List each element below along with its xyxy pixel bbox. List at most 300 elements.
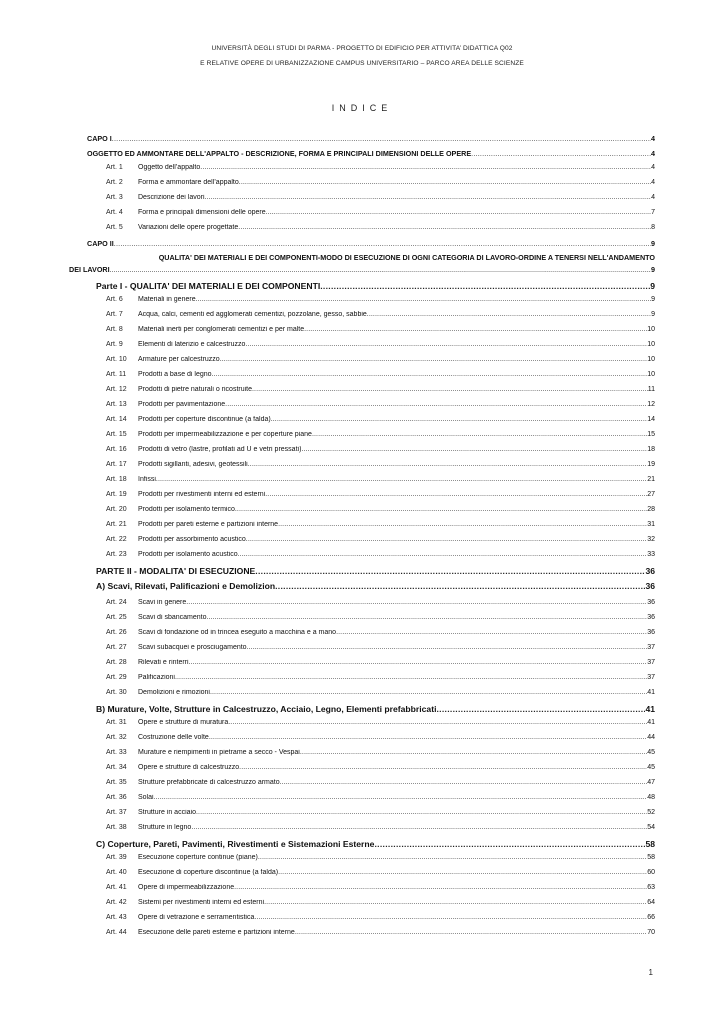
toc-entry-page: 36 bbox=[647, 599, 655, 606]
toc-article-number: Art. 13 bbox=[106, 401, 127, 408]
dot-leader bbox=[186, 599, 647, 606]
toc-entry-line bbox=[138, 311, 655, 318]
toc-entry[interactable] bbox=[0, 869, 724, 883]
dot-leader bbox=[189, 659, 648, 666]
toc-article-number: Art. 42 bbox=[106, 899, 127, 906]
toc-entry-title: Scavi subacquei e prosciugamento bbox=[138, 644, 247, 651]
toc-article-number: Art. 7 bbox=[106, 311, 123, 318]
toc-entry-line bbox=[138, 461, 655, 468]
toc-entry-line bbox=[138, 521, 655, 528]
toc-entry[interactable] bbox=[0, 674, 724, 688]
toc-entry-line bbox=[96, 581, 655, 591]
dot-leader bbox=[228, 719, 647, 726]
toc-entry[interactable] bbox=[0, 461, 724, 475]
toc-entry-title: CAPO II bbox=[87, 239, 114, 248]
dot-leader bbox=[239, 179, 651, 186]
toc-entry[interactable] bbox=[0, 809, 724, 823]
toc-entry-line bbox=[138, 884, 655, 891]
toc-entry-line bbox=[138, 476, 655, 483]
toc-article-number: Art. 9 bbox=[106, 341, 123, 348]
document-header-line-2: E RELATIVE OPERE DI URBANIZZAZIONE CAMPUS UNIVERSITARIO – PARCO AREA DELLE SCIENZE bbox=[200, 60, 524, 67]
toc-entry-line bbox=[96, 839, 655, 849]
toc-entry-page: 4 bbox=[651, 179, 655, 186]
toc-entry-page: 36 bbox=[647, 629, 655, 636]
toc-article-number: Art. 5 bbox=[106, 224, 123, 231]
dot-leader bbox=[278, 869, 647, 876]
toc-article-number: Art. 19 bbox=[106, 491, 127, 498]
toc-article-number: Art. 28 bbox=[106, 659, 127, 666]
dot-leader bbox=[436, 704, 645, 714]
toc-entry-title: Esecuzione delle pareti esterne e partizioni interne bbox=[138, 929, 295, 936]
toc-entry-page: 36 bbox=[647, 614, 655, 621]
toc-article-number: Art. 1 bbox=[106, 164, 123, 171]
toc-entry-title: Rilevati e rinterri bbox=[138, 659, 189, 666]
toc-entry[interactable] bbox=[0, 566, 724, 580]
toc-entry[interactable] bbox=[0, 296, 724, 310]
toc-entry-line bbox=[138, 401, 655, 408]
toc-entry-line bbox=[138, 296, 655, 303]
toc-entry[interactable] bbox=[0, 719, 724, 733]
toc-entry[interactable] bbox=[0, 179, 724, 193]
toc-article-number: Art. 38 bbox=[106, 824, 127, 831]
dot-leader bbox=[265, 491, 647, 498]
toc-article-number: Art. 33 bbox=[106, 749, 127, 756]
dot-leader bbox=[255, 566, 645, 576]
dot-leader bbox=[271, 416, 648, 423]
toc-article-number: Art. 24 bbox=[106, 599, 127, 606]
toc-entry-page: 36 bbox=[645, 581, 655, 591]
toc-entry-page: 41 bbox=[647, 689, 655, 696]
toc-entry-page: 10 bbox=[647, 341, 655, 348]
toc-entry-line bbox=[138, 629, 655, 636]
dot-leader bbox=[235, 506, 647, 513]
toc-entry-page: 45 bbox=[647, 749, 655, 756]
dot-leader bbox=[312, 431, 647, 438]
toc-entry-page: 28 bbox=[647, 506, 655, 513]
toc-entry-title: Prodotti sigillanti, adesivi, geotessili bbox=[138, 461, 248, 468]
toc-article-number: Art. 31 bbox=[106, 719, 127, 726]
toc-entry-title: Prodotti per impermeabilizzazione e per coperture piane bbox=[138, 431, 312, 438]
toc-article-number: Art. 26 bbox=[106, 629, 127, 636]
toc-entry-line bbox=[138, 386, 655, 393]
toc-article-number: Art. 34 bbox=[106, 764, 127, 771]
toc-entry-title: Prodotti per pavimentazione bbox=[138, 401, 226, 408]
toc-entry[interactable] bbox=[0, 581, 724, 595]
dot-leader bbox=[304, 326, 647, 333]
toc-entry-title: Solai bbox=[138, 794, 154, 801]
dot-leader bbox=[301, 446, 647, 453]
toc-entry-title: Armature per calcestruzzo bbox=[138, 356, 220, 363]
dot-leader bbox=[209, 734, 647, 741]
dot-leader bbox=[248, 461, 647, 468]
toc-entry-title: Scavi di fondazione od in trincea eseguito a macchina e a mano bbox=[138, 629, 337, 636]
toc-article-number: Art. 12 bbox=[106, 386, 127, 393]
toc-entry-title: Materiali in genere bbox=[138, 296, 196, 303]
dot-leader bbox=[110, 265, 651, 274]
toc-entry-title: Forma e principali dimensioni delle opere bbox=[138, 209, 266, 216]
toc-entry-line bbox=[138, 194, 655, 201]
toc-entry[interactable] bbox=[0, 224, 724, 238]
toc-entry-title: Variazioni delle opere progettate bbox=[138, 224, 239, 231]
dot-leader bbox=[200, 164, 651, 171]
toc-entry-title: Palificazioni bbox=[138, 674, 175, 681]
toc-entry[interactable] bbox=[0, 551, 724, 565]
toc-entry-line bbox=[138, 659, 655, 666]
toc-entry[interactable] bbox=[0, 371, 724, 385]
toc-article-number: Art. 8 bbox=[106, 326, 123, 333]
toc-entry-title: Demolizioni e rimozioni bbox=[138, 689, 210, 696]
toc-entry-line bbox=[138, 551, 655, 558]
toc-entry[interactable] bbox=[0, 599, 724, 613]
dot-leader bbox=[252, 386, 648, 393]
toc-entry-title: Parte I - QUALITA' DEI MATERIALI E DEI COMPONENTI bbox=[96, 281, 321, 291]
dot-leader bbox=[191, 824, 647, 831]
toc-entry-page: 36 bbox=[645, 566, 655, 576]
toc-entry-title: Prodotti per pareti esterne e partizioni interne bbox=[138, 521, 279, 528]
toc-entry[interactable] bbox=[0, 134, 724, 148]
toc-entry[interactable] bbox=[0, 521, 724, 535]
toc-entry-line bbox=[138, 824, 655, 831]
toc-article-number: Art. 29 bbox=[106, 674, 127, 681]
toc-entry-page: 12 bbox=[647, 401, 655, 408]
dot-leader bbox=[254, 914, 647, 921]
toc-entry[interactable] bbox=[0, 506, 724, 520]
toc-article-number: Art. 10 bbox=[106, 356, 127, 363]
toc-entry-line bbox=[138, 356, 655, 363]
dot-leader bbox=[239, 764, 647, 771]
toc-entry-line bbox=[138, 719, 655, 726]
toc-entry-page: 4 bbox=[651, 194, 655, 201]
toc-entry-page: 14 bbox=[647, 416, 655, 423]
toc-entry[interactable] bbox=[0, 194, 724, 208]
toc-entry-page: 54 bbox=[647, 824, 655, 831]
toc-entry-title: Prodotti per rivestimenti interni ed esterni bbox=[138, 491, 266, 498]
toc-entry-title: C) Coperture, Pareti, Pavimenti, Rivestimenti e Sistemazioni Esterne bbox=[96, 839, 375, 849]
toc-entry-line bbox=[138, 446, 655, 453]
toc-entry-title: Esecuzione di coperture discontinue (a falda) bbox=[138, 869, 279, 876]
toc-entry-title: Prodotti a base di legno bbox=[138, 371, 212, 378]
toc-entry[interactable] bbox=[0, 629, 724, 643]
toc-article-number: Art. 20 bbox=[106, 506, 127, 513]
toc-entry-page: 19 bbox=[647, 461, 655, 468]
toc-entry-page: 10 bbox=[647, 326, 655, 333]
toc-entry-line bbox=[138, 914, 655, 921]
toc-entry-title: Murature e riempimenti in pietrame a secco - Vespai bbox=[138, 749, 300, 756]
toc-article-number: Art. 16 bbox=[106, 446, 127, 453]
toc-article-number: Art. 18 bbox=[106, 476, 127, 483]
toc-entry[interactable] bbox=[0, 689, 724, 703]
toc-entry-line bbox=[138, 506, 655, 513]
dot-leader bbox=[210, 689, 647, 696]
toc-entry-line bbox=[138, 536, 655, 543]
toc-entry[interactable] bbox=[0, 253, 724, 281]
toc-entry[interactable] bbox=[0, 341, 724, 355]
toc-entry-line bbox=[138, 224, 655, 231]
toc-entry-line bbox=[138, 899, 655, 906]
toc-entry-page: 21 bbox=[647, 476, 655, 483]
toc-entry-page: 41 bbox=[647, 719, 655, 726]
toc-entry-title: Prodotti per assorbimento acustico bbox=[138, 536, 246, 543]
document-header-line-1: UNIVERSITÀ DEGLI STUDI DI PARMA - PROGETTO DI EDIFICIO PER ATTIVITA’ DIDATTICA Q02 bbox=[211, 45, 513, 52]
toc-entry[interactable] bbox=[0, 239, 724, 253]
dot-leader bbox=[212, 371, 648, 378]
toc-entry-page: 47 bbox=[647, 779, 655, 786]
toc-article-number: Art. 21 bbox=[106, 521, 127, 528]
toc-entry[interactable] bbox=[0, 914, 724, 928]
toc-article-number: Art. 30 bbox=[106, 689, 127, 696]
toc-entry-title: Strutture in acciaio bbox=[138, 809, 196, 816]
toc-entry-title-line-1: QUALITA' DEI MATERIALI E DEI COMPONENTI-MODO DI ESECUZIONE DI OGNI CATEGORIA DI LAVORO-ORDINE A TENERSI NELL'ANDAMENTO bbox=[158, 253, 655, 262]
toc-article-number: Art. 14 bbox=[106, 416, 127, 423]
toc-entry-page: 4 bbox=[651, 134, 655, 143]
toc-article-number: Art. 17 bbox=[106, 461, 127, 468]
toc-entry-line bbox=[69, 265, 655, 274]
dot-leader bbox=[206, 614, 647, 621]
toc-entry[interactable] bbox=[0, 536, 724, 550]
dot-leader bbox=[258, 854, 647, 861]
toc-entry-title: Elementi di laterizio e calcestruzzo bbox=[138, 341, 246, 348]
toc-entry-title: Opere e strutture di calcestruzzo bbox=[138, 764, 240, 771]
toc-entry-page: 58 bbox=[647, 854, 655, 861]
toc-entry-page: 37 bbox=[647, 674, 655, 681]
toc-entry-page: 9 bbox=[651, 296, 655, 303]
dot-leader bbox=[154, 794, 648, 801]
dot-leader bbox=[196, 296, 652, 303]
toc-entry-line bbox=[138, 764, 655, 771]
toc-entry-page: 11 bbox=[647, 386, 655, 393]
toc-entry-page: 45 bbox=[647, 764, 655, 771]
toc-entry[interactable] bbox=[0, 614, 724, 628]
toc-entry-line bbox=[138, 794, 655, 801]
toc-entry-page: 9 bbox=[651, 265, 655, 274]
toc-article-number: Art. 6 bbox=[106, 296, 123, 303]
toc-entry-line bbox=[138, 779, 655, 786]
toc-entry-title: Scavi di sbancamento bbox=[138, 614, 207, 621]
toc-entry-title: Opere e strutture di muratura bbox=[138, 719, 229, 726]
toc-entry-line bbox=[138, 341, 655, 348]
toc-entry-page: 60 bbox=[647, 869, 655, 876]
toc-entry-title: Prodotti di vetro (lastre, profilati ad U e vetri pressati) bbox=[138, 446, 302, 453]
toc-entry-title: B) Murature, Volte, Strutture in Calcestruzzo, Acciaio, Legno, Elementi prefabbricati bbox=[96, 704, 437, 714]
toc-entry[interactable] bbox=[0, 659, 724, 673]
toc-entry[interactable] bbox=[0, 356, 724, 370]
toc-entry-page: 15 bbox=[647, 431, 655, 438]
toc-entry[interactable] bbox=[0, 929, 724, 943]
toc-entry-page: 52 bbox=[647, 809, 655, 816]
toc-entry-line bbox=[138, 644, 655, 651]
toc-article-number: Art. 15 bbox=[106, 431, 127, 438]
toc-entry[interactable] bbox=[0, 794, 724, 808]
toc-article-number: Art. 36 bbox=[106, 794, 127, 801]
toc-article-number: Art. 3 bbox=[106, 194, 123, 201]
toc-entry-line bbox=[96, 704, 655, 714]
toc-entry[interactable] bbox=[0, 164, 724, 178]
toc-entry[interactable] bbox=[0, 779, 724, 793]
toc-article-number: Art. 23 bbox=[106, 551, 127, 558]
toc-entry-page: 31 bbox=[647, 521, 655, 528]
toc-entry-page: 8 bbox=[651, 224, 655, 231]
toc-entry[interactable] bbox=[0, 764, 724, 778]
toc-entry[interactable] bbox=[0, 326, 724, 340]
dot-leader bbox=[295, 929, 647, 936]
toc-entry-page: 9 bbox=[651, 311, 655, 318]
toc-entry-page: 37 bbox=[647, 659, 655, 666]
toc-entry-title: Esecuzione coperture continue (piane) bbox=[138, 854, 258, 861]
toc-entry-line bbox=[138, 614, 655, 621]
toc-entry-title: PARTE II - MODALITA' DI ESECUZIONE bbox=[96, 566, 256, 576]
toc-entry-line bbox=[138, 689, 655, 696]
toc-entry-line bbox=[138, 179, 655, 186]
toc-entry[interactable] bbox=[0, 854, 724, 868]
dot-leader bbox=[374, 839, 645, 849]
toc-article-number: Art. 44 bbox=[106, 929, 127, 936]
dot-leader bbox=[264, 899, 647, 906]
toc-entry[interactable] bbox=[0, 311, 724, 325]
toc-entry-page: 18 bbox=[647, 446, 655, 453]
toc-entry-line bbox=[138, 491, 655, 498]
toc-entry[interactable] bbox=[0, 416, 724, 430]
toc-entry-page: 9 bbox=[650, 281, 655, 291]
dot-leader bbox=[367, 311, 651, 318]
toc-entry[interactable] bbox=[0, 734, 724, 748]
dot-leader bbox=[246, 536, 647, 543]
toc-article-number: Art. 41 bbox=[106, 884, 127, 891]
toc-article-number: Art. 22 bbox=[106, 536, 127, 543]
toc-entry-page: 48 bbox=[647, 794, 655, 801]
toc-entry[interactable] bbox=[0, 644, 724, 658]
toc-entry[interactable] bbox=[0, 749, 724, 763]
toc-entry[interactable] bbox=[0, 704, 724, 718]
toc-article-number: Art. 35 bbox=[106, 779, 127, 786]
toc-entry-title: Prodotti di pietre naturali o ricostruite bbox=[138, 386, 252, 393]
toc-article-number: Art. 40 bbox=[106, 869, 127, 876]
toc-article-number: Art. 2 bbox=[106, 179, 123, 186]
toc-entry[interactable] bbox=[0, 824, 724, 838]
toc-entry-line bbox=[138, 734, 655, 741]
toc-entry[interactable] bbox=[0, 401, 724, 415]
toc-entry-page: 33 bbox=[647, 551, 655, 558]
toc-entry-title: Materiali inerti per conglomerati cementizi e per malte bbox=[138, 326, 305, 333]
toc-entry-page: 66 bbox=[647, 914, 655, 921]
page-number: 1 bbox=[648, 968, 653, 977]
toc-entry[interactable] bbox=[0, 209, 724, 223]
toc-entry-page: 44 bbox=[647, 734, 655, 741]
toc-entry-title: Prodotti per isolamento termico bbox=[138, 506, 235, 513]
dot-leader bbox=[245, 341, 647, 348]
toc-entry-line bbox=[138, 431, 655, 438]
toc-entry-page: 70 bbox=[647, 929, 655, 936]
toc-entry-title: CAPO I bbox=[87, 134, 112, 143]
toc-entry-line bbox=[87, 134, 655, 143]
toc-entry[interactable] bbox=[0, 899, 724, 913]
toc-entry-line bbox=[138, 209, 655, 216]
toc-entry-title: Descrizione dei lavori bbox=[138, 194, 205, 201]
dot-leader bbox=[225, 401, 647, 408]
dot-leader bbox=[300, 749, 647, 756]
toc-entry-page: 37 bbox=[647, 644, 655, 651]
toc-entry-title: Strutture prefabbricate di calcestruzzo armato bbox=[138, 779, 280, 786]
toc-entry-page: 9 bbox=[651, 239, 655, 248]
toc-entry-title: Strutture in legno bbox=[138, 824, 192, 831]
toc-entry-page: 27 bbox=[647, 491, 655, 498]
toc-entry-title: Prodotti per isolamento acustico bbox=[138, 551, 238, 558]
toc-article-number: Art. 43 bbox=[106, 914, 127, 921]
toc-entry-title: OGGETTO ED AMMONTARE DELL'APPALTO - DESCRIZIONE, FORMA E PRINCIPALI DIMENSIONI DELLE OPERE bbox=[87, 149, 472, 158]
toc-entry[interactable] bbox=[0, 884, 724, 898]
toc-entry-title: Prodotti per coperture discontinue (a falda) bbox=[138, 416, 271, 423]
toc-entry[interactable] bbox=[0, 431, 724, 445]
toc-entry-page: 4 bbox=[651, 164, 655, 171]
dot-leader bbox=[175, 674, 647, 681]
toc-entry-line bbox=[138, 674, 655, 681]
toc-entry-title: Forma e ammontare dell’appalto bbox=[138, 179, 239, 186]
toc-entry-page: 64 bbox=[647, 899, 655, 906]
toc-entry-line bbox=[138, 164, 655, 171]
dot-leader bbox=[336, 629, 647, 636]
toc-entry-line bbox=[138, 416, 655, 423]
toc-entry-title: Scavi in genere bbox=[138, 599, 187, 606]
dot-leader bbox=[275, 581, 645, 591]
toc-entry[interactable] bbox=[0, 839, 724, 853]
dot-leader bbox=[266, 209, 651, 216]
dot-leader bbox=[280, 779, 648, 786]
dot-leader bbox=[205, 194, 652, 201]
toc-entry-line bbox=[138, 599, 655, 606]
toc-entry-line bbox=[138, 869, 655, 876]
toc-entry[interactable] bbox=[0, 149, 724, 163]
dot-leader bbox=[112, 134, 651, 143]
toc-entry-title: Opere di impermeabilizzazione bbox=[138, 884, 235, 891]
toc-entry-line bbox=[138, 929, 655, 936]
toc-entry-line bbox=[87, 239, 655, 248]
toc-entry-page: 32 bbox=[647, 536, 655, 543]
dot-leader bbox=[238, 224, 651, 231]
dot-leader bbox=[220, 356, 648, 363]
dot-leader bbox=[320, 281, 650, 291]
toc-entry-title: Sistemi per rivestimenti interni ed esterni bbox=[138, 899, 265, 906]
dot-leader bbox=[234, 884, 647, 891]
toc-article-number: Art. 39 bbox=[106, 854, 127, 861]
toc-entry-title: DEI LAVORI bbox=[69, 265, 110, 274]
toc-entry[interactable] bbox=[0, 386, 724, 400]
toc-entry[interactable] bbox=[0, 446, 724, 460]
toc-entry[interactable] bbox=[0, 281, 724, 295]
toc-article-number: Art. 4 bbox=[106, 209, 123, 216]
toc-entry-page: 10 bbox=[647, 371, 655, 378]
toc-entry-page: 63 bbox=[647, 884, 655, 891]
toc-entry-page: 7 bbox=[651, 209, 655, 216]
toc-entry[interactable] bbox=[0, 491, 724, 505]
toc-article-number: Art. 25 bbox=[106, 614, 127, 621]
toc-entry-line bbox=[138, 371, 655, 378]
toc-entry-page: 41 bbox=[645, 704, 655, 714]
toc-entry-line bbox=[96, 566, 655, 576]
dot-leader bbox=[196, 809, 647, 816]
dot-leader bbox=[247, 644, 648, 651]
toc-article-number: Art. 37 bbox=[106, 809, 127, 816]
toc-entry-line bbox=[138, 809, 655, 816]
dot-leader bbox=[156, 476, 647, 483]
toc-entry-title: Acqua, calci, cementi ed agglomerati cementizi, pozzolane, gesso, sabbie bbox=[138, 311, 367, 318]
toc-entry[interactable] bbox=[0, 476, 724, 490]
toc-entry-title: Oggetto dell’appalto bbox=[138, 164, 201, 171]
toc-entry-title: Costruzione delle volte bbox=[138, 734, 209, 741]
toc-entry-line bbox=[87, 149, 655, 158]
toc-article-number: Art. 27 bbox=[106, 644, 127, 651]
toc-entry-title: Opere di vetrazione e serramentistica bbox=[138, 914, 255, 921]
dot-leader bbox=[238, 551, 648, 558]
dot-leader bbox=[114, 239, 651, 248]
